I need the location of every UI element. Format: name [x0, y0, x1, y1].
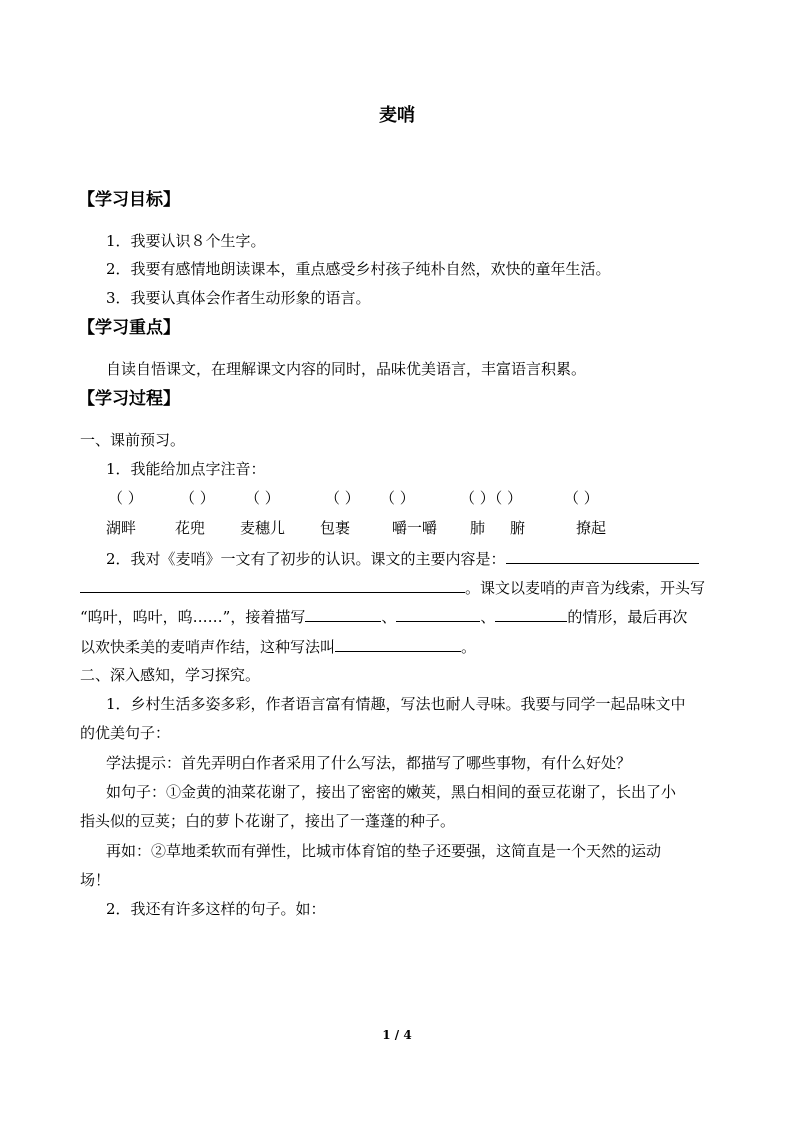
- example-sentence-2-line2: 场！: [80, 871, 111, 889]
- part2-heading: 二、深入感知，学习探究。: [80, 666, 261, 684]
- word-item: 湖畔: [106, 519, 137, 537]
- word-item: 肺: [470, 519, 486, 537]
- word-item: 麦穗儿: [240, 519, 286, 537]
- answer-blank-technique[interactable]: [335, 636, 461, 652]
- part2-question-2: 2．我还有许多这样的句子。如：: [106, 900, 326, 918]
- goal-item-1: 1．我要认识８个生字。: [106, 232, 266, 250]
- question-2-text: 2．我对《麦哨》一文有了初步的认识。课文的主要内容是：: [106, 550, 506, 568]
- pinyin-slot-6[interactable]: （ ）（ ）: [460, 489, 523, 507]
- focus-text: 自读自悟课文，在理解课文内容的同时，品味优美语言，丰富语言积累。: [106, 360, 587, 378]
- study-hint: 学法提示：首先弄明白作者采用了什么写法，都描写了哪些事物，有什么好处？: [106, 754, 632, 772]
- word-item: 包裹: [320, 519, 351, 537]
- separator: 、: [381, 608, 397, 626]
- example-sentence-2: 再如：②草地柔软而有弹性，比城市体育馆的垫子还要强，这简直是一个天然的运动: [106, 842, 662, 860]
- answer-blank-summary-2[interactable]: [80, 577, 465, 593]
- question-2-text: 的情形，最后再次: [567, 608, 688, 626]
- example-sentence-1-line2: 指头似的豆荚；白的萝卜花谢了，接出了一蓬蓬的种子。: [80, 812, 456, 830]
- word-item: 腑: [510, 519, 526, 537]
- word-item: 撩起: [576, 519, 607, 537]
- answer-blank-scene-2[interactable]: [396, 606, 480, 622]
- part1-question-1: 1．我能给加点字注音：: [106, 460, 266, 478]
- section-heading-focus: 【学习重点】: [78, 318, 180, 338]
- goal-item-3: 3．我要认真体会作者生动形象的语言。: [106, 289, 371, 307]
- question-2-text: “呜叶，呜叶，呜……”，接着描写: [80, 608, 306, 626]
- page-title: 麦哨: [379, 105, 415, 126]
- goal-item-2: 2．我要有感情地朗读课本，重点感受乡村孩子纯朴自然，欢快的童年生活。: [106, 260, 611, 278]
- section-heading-process: 【学习过程】: [78, 389, 180, 409]
- part1-question-2-line2: [80, 577, 705, 598]
- part2-question-1-line2: 的优美句子：: [80, 724, 171, 742]
- example-sentence-1: 如句子：①金黄的油菜花谢了，接出了密密的嫩荚，黑白相间的蚕豆花谢了，长出了小: [106, 783, 677, 801]
- pinyin-slot-2[interactable]: （ ）: [180, 489, 215, 507]
- page-number: 1 / 4: [382, 1028, 412, 1042]
- word-item: 花兜: [175, 519, 206, 537]
- answer-blank-scene-3[interactable]: [495, 606, 567, 622]
- answer-blank-summary-1[interactable]: [506, 548, 699, 564]
- question-2-text: 。: [461, 638, 477, 656]
- word-item: 嚼一嚼: [392, 519, 438, 537]
- pinyin-slot-5[interactable]: （ ）: [380, 489, 415, 507]
- section-heading-goals: 【学习目标】: [78, 190, 180, 210]
- pinyin-slot-7[interactable]: （ ）: [564, 489, 599, 507]
- answer-blank-scene-1[interactable]: [305, 606, 381, 622]
- part2-question-1: 1．乡村生活多姿多彩，作者语言富有情趣，写法也耐人寻味。我要与同学一起品味文中: [106, 695, 686, 713]
- part1-heading: 一、课前预习。: [80, 431, 186, 449]
- pinyin-slot-4[interactable]: （ ）: [325, 489, 360, 507]
- part1-question-2-line3: [80, 606, 687, 627]
- pinyin-slot-3[interactable]: （ ）: [245, 489, 280, 507]
- separator: 、: [480, 608, 496, 626]
- question-2-text: 以欢快柔美的麦哨声作结，这种写法叫: [80, 638, 336, 656]
- part1-question-2-line4: [80, 636, 476, 657]
- pinyin-slot-1[interactable]: （ ）: [108, 489, 143, 507]
- part1-question-2: [106, 548, 699, 569]
- question-2-text: 。课文以麦哨的声音为线索，开头写: [465, 579, 706, 597]
